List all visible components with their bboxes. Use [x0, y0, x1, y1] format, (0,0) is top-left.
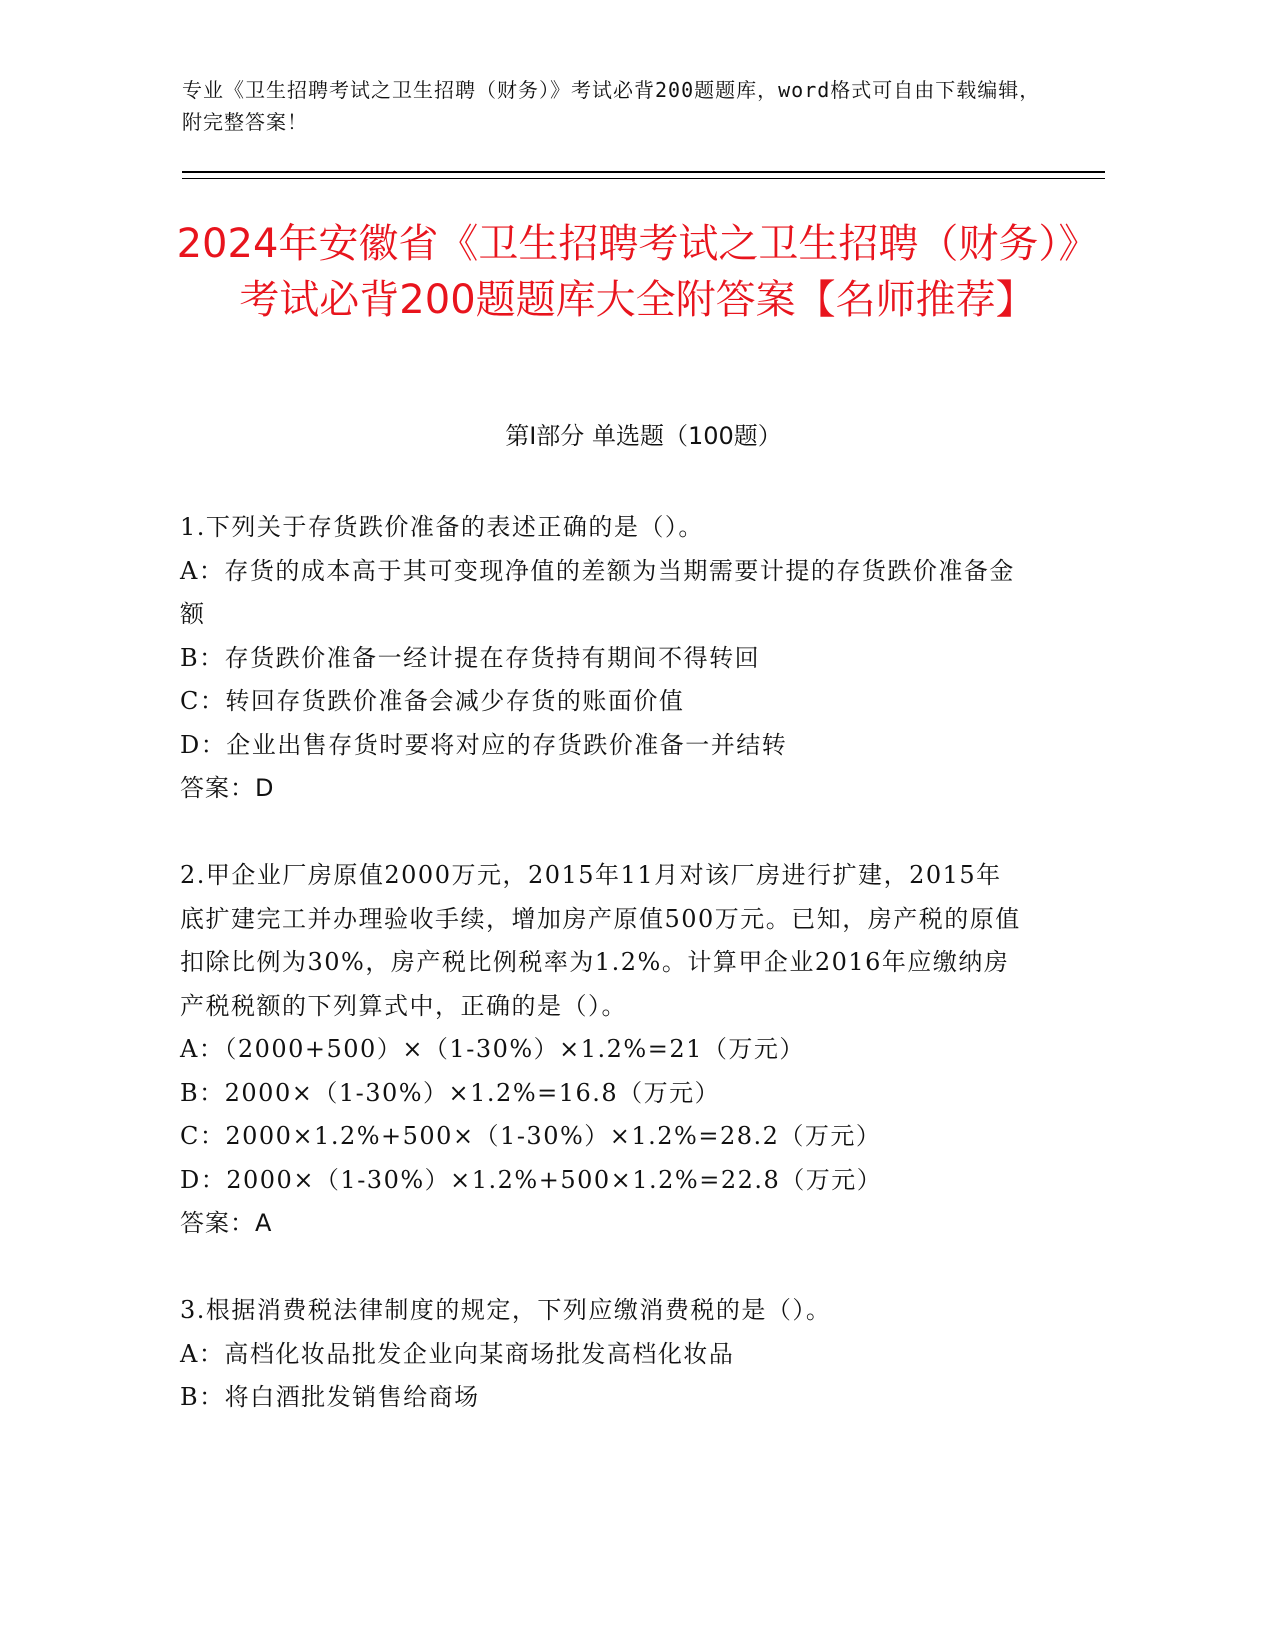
question-text: 3.根据消费税法律制度的规定，下列应缴消费税的是（）。 [180, 1296, 832, 1324]
option-a: A：（2000+500）×（1-30%）×1.2%=21（万元） [180, 1035, 805, 1063]
option-a: A：存货的成本高于其可变现净值的差额为当期需要计提的存货跌价准备金额 [180, 556, 1015, 628]
header-divider-thin [182, 178, 1105, 179]
document-title: 2024年安徽省《卫生招聘考试之卫生招聘（财务）》考试必背200题题库大全附答案【名师推荐】 [176, 221, 1099, 323]
option-d: D：2000×（1-30%）×1.2%+500×1.2%=22.8（万元） [180, 1165, 883, 1194]
question-1 [180, 506, 1025, 811]
option-b: B：2000×（1-30%）×1.2%=16.8（万元） [180, 1078, 721, 1107]
option-b: B：将白酒批发销售给商场 [180, 1383, 480, 1411]
question-list [180, 506, 1025, 1463]
header-divider-thick [182, 171, 1105, 173]
question-text: 2.甲企业厂房原值2000万元，2015年11月对该厂房进行扩建，2015年底扩建完工并办理验收手续，增加房产原值500万元。已知，房产税的原值扣除比例为30%，房产税比例税率为1.2%。计算甲企业2016年应缴纳房产税税额的下列算式中，正确的是（）。 [180, 861, 1021, 1020]
answer: 答案：A [180, 1209, 273, 1237]
section-title: 第I部分 单选题（100题） [505, 422, 782, 450]
header-note: 专业《卫生招聘考试之卫生招聘（财务）》考试必背200题题库，word格式可自由下载编辑，附完整答案！ [182, 78, 1041, 134]
option-b: B：存货跌价准备一经计提在存货持有期间不得转回 [180, 643, 761, 672]
option-d: D：企业出售存货时要将对应的存货跌价准备一并结转 [180, 730, 788, 759]
question-text: 1.下列关于存货跌价准备的表述正确的是（）。 [180, 513, 704, 541]
option-c: C：转回存货跌价准备会减少存货的账面价值 [180, 687, 685, 715]
answer: 答案：D [180, 774, 275, 802]
option-a: A：高档化妆品批发企业向某商场批发高档化妆品 [180, 1339, 735, 1368]
question-3 [180, 1289, 1025, 1420]
option-c: C：2000×1.2%+500×（1-30%）×1.2%=28.2（万元） [180, 1122, 882, 1150]
question-2 [180, 854, 1025, 1246]
